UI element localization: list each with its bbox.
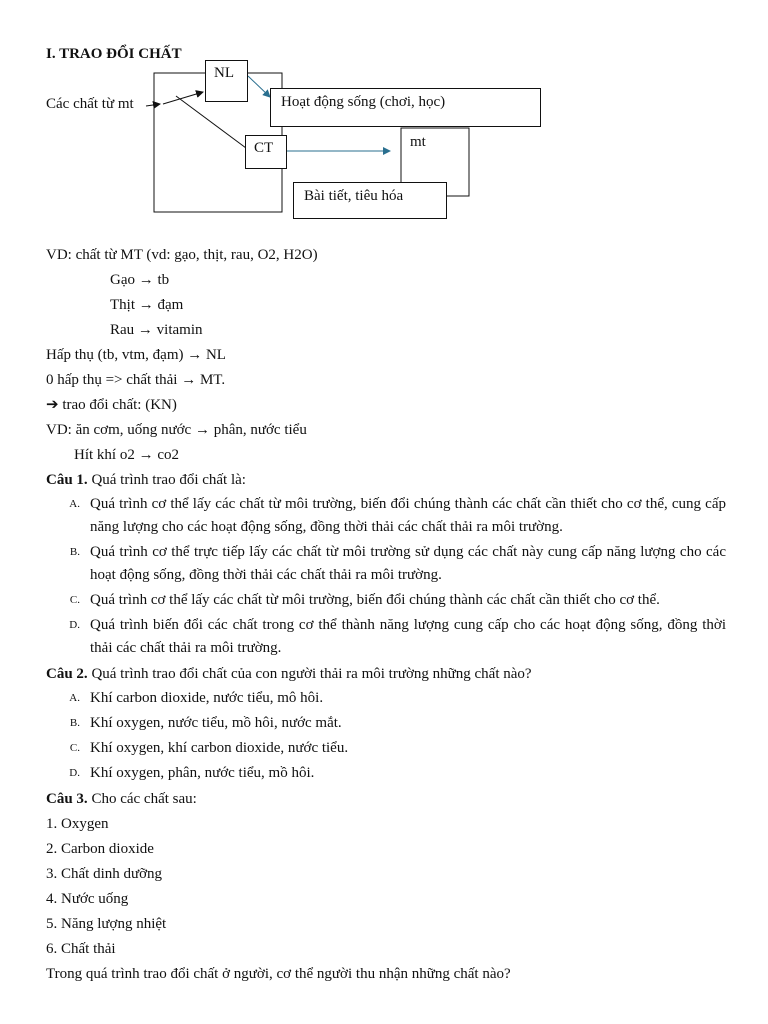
list-item: 5. Năng lượng nhiệt — [46, 916, 167, 932]
question-2 — [46, 662, 726, 785]
note-line: VD: chất từ MT (vd: gạo, thịt, rau, O2, H2O) — [46, 247, 318, 263]
list-item: 2. Carbon dioxide — [46, 841, 154, 857]
question-2-options — [46, 687, 726, 785]
nl-arrow — [163, 92, 203, 104]
question-3-label: Câu 3. — [46, 791, 88, 807]
option-letter: A. — [69, 498, 80, 510]
answer-option — [46, 712, 726, 735]
source-arrow — [146, 104, 160, 106]
option-text: Khí oxygen, nước tiểu, mồ hôi, nước mắt. — [90, 715, 342, 731]
list-item: 4. Nước uống — [46, 891, 129, 907]
option-text: Quá trình cơ thể lấy các chất từ môi trường, biến đổi chúng thành các chất cần thiết cho cơ thể. — [90, 592, 660, 608]
question-3-text: Cho các chất sau: — [87, 791, 197, 807]
option-letter: B. — [69, 546, 80, 558]
mt-label: mt — [410, 134, 426, 150]
question-3-prompt: Trong quá trình trao đổi chất ở người, cơ thể người thu nhận những chất nào? — [46, 966, 511, 982]
metabolism-diagram — [0, 0, 768, 240]
option-letter: C. — [69, 594, 80, 606]
option-text: Quá trình cơ thể trực tiếp lấy các chất từ môi trường sử dụng các chất này cung cấp năng lượng cho các hoạt động sống, đồng thời thải các chất thải ra môi trường. — [90, 544, 726, 583]
question-3 — [46, 787, 726, 987]
nl-activity-arrow — [248, 76, 270, 97]
question-2-text: Quá trình trao đổi chất của con người thải ra môi trường những chất nào? — [87, 666, 532, 682]
list-item: 3. Chất dinh dưỡng — [46, 866, 163, 882]
question-1-text: Quá trình trao đổi chất là: — [87, 472, 246, 488]
question-1 — [46, 468, 726, 660]
answer-option — [46, 762, 726, 785]
answer-option — [46, 493, 726, 539]
list-item: 6. Chất thải — [46, 941, 116, 957]
notes — [46, 243, 726, 468]
option-text: Khí carbon dioxide, nước tiểu, mô hôi. — [90, 690, 324, 706]
note-line: Rau → vitamin — [110, 322, 203, 338]
note-line: ➔ trao đổi chất: (KN) — [46, 397, 177, 413]
note-line: VD: ăn cơm, uống nước → phân, nước tiểu — [46, 422, 307, 438]
question-2-label: Câu 2. — [46, 666, 88, 682]
question-1-options — [46, 493, 726, 660]
note-line: Gạo → tb — [110, 272, 170, 288]
answer-option — [46, 687, 726, 710]
option-text: Khí oxygen, phân, nước tiểu, mồ hôi. — [90, 765, 315, 781]
note-line: Hít khí o2 → co2 — [74, 447, 179, 463]
excretion-box: Bài tiết, tiêu hóa — [293, 182, 447, 219]
section-title: I. TRAO ĐỔI CHẤT — [46, 46, 182, 62]
source-label: Các chất từ mt — [46, 96, 134, 112]
nl-box: NL — [205, 60, 248, 102]
list-item: 1. Oxygen — [46, 816, 109, 832]
option-letter: D. — [69, 619, 80, 631]
note-line: Thịt → đạm — [110, 297, 184, 313]
activity-box: Hoạt động sống (chơi, học) — [270, 88, 541, 127]
note-line: 0 hấp thụ => chất thải → MT. — [46, 372, 226, 388]
option-letter: B. — [69, 717, 80, 729]
ct-box: CT — [245, 135, 287, 169]
option-text: Khí oxygen, khí carbon dioxide, nước tiểu. — [90, 740, 349, 756]
option-text: Quá trình biến đổi các chất trong cơ thể thành năng lượng cung cấp cho các hoạt động sống, đồng thời thải các chất thải ra môi trường. — [90, 617, 726, 656]
option-text: Quá trình cơ thể lấy các chất từ môi trường, biến đổi chúng thành các chất cần thiết cho cơ thể, cung cấp năng lượng cho các hoạt động sống, đồng thời thải các chất thải ra môi trường. — [90, 496, 726, 535]
option-letter: A. — [69, 692, 80, 704]
document-body — [46, 243, 726, 987]
option-letter: C. — [69, 742, 80, 754]
answer-option — [46, 589, 726, 612]
question-3-items — [46, 812, 726, 962]
answer-option — [46, 614, 726, 660]
question-1-label: Câu 1. — [46, 472, 88, 488]
ct-line — [176, 96, 246, 148]
answer-option — [46, 541, 726, 587]
note-line: Hấp thụ (tb, vtm, đạm) → NL — [46, 347, 226, 363]
option-letter: D. — [69, 767, 80, 779]
answer-option — [46, 737, 726, 760]
